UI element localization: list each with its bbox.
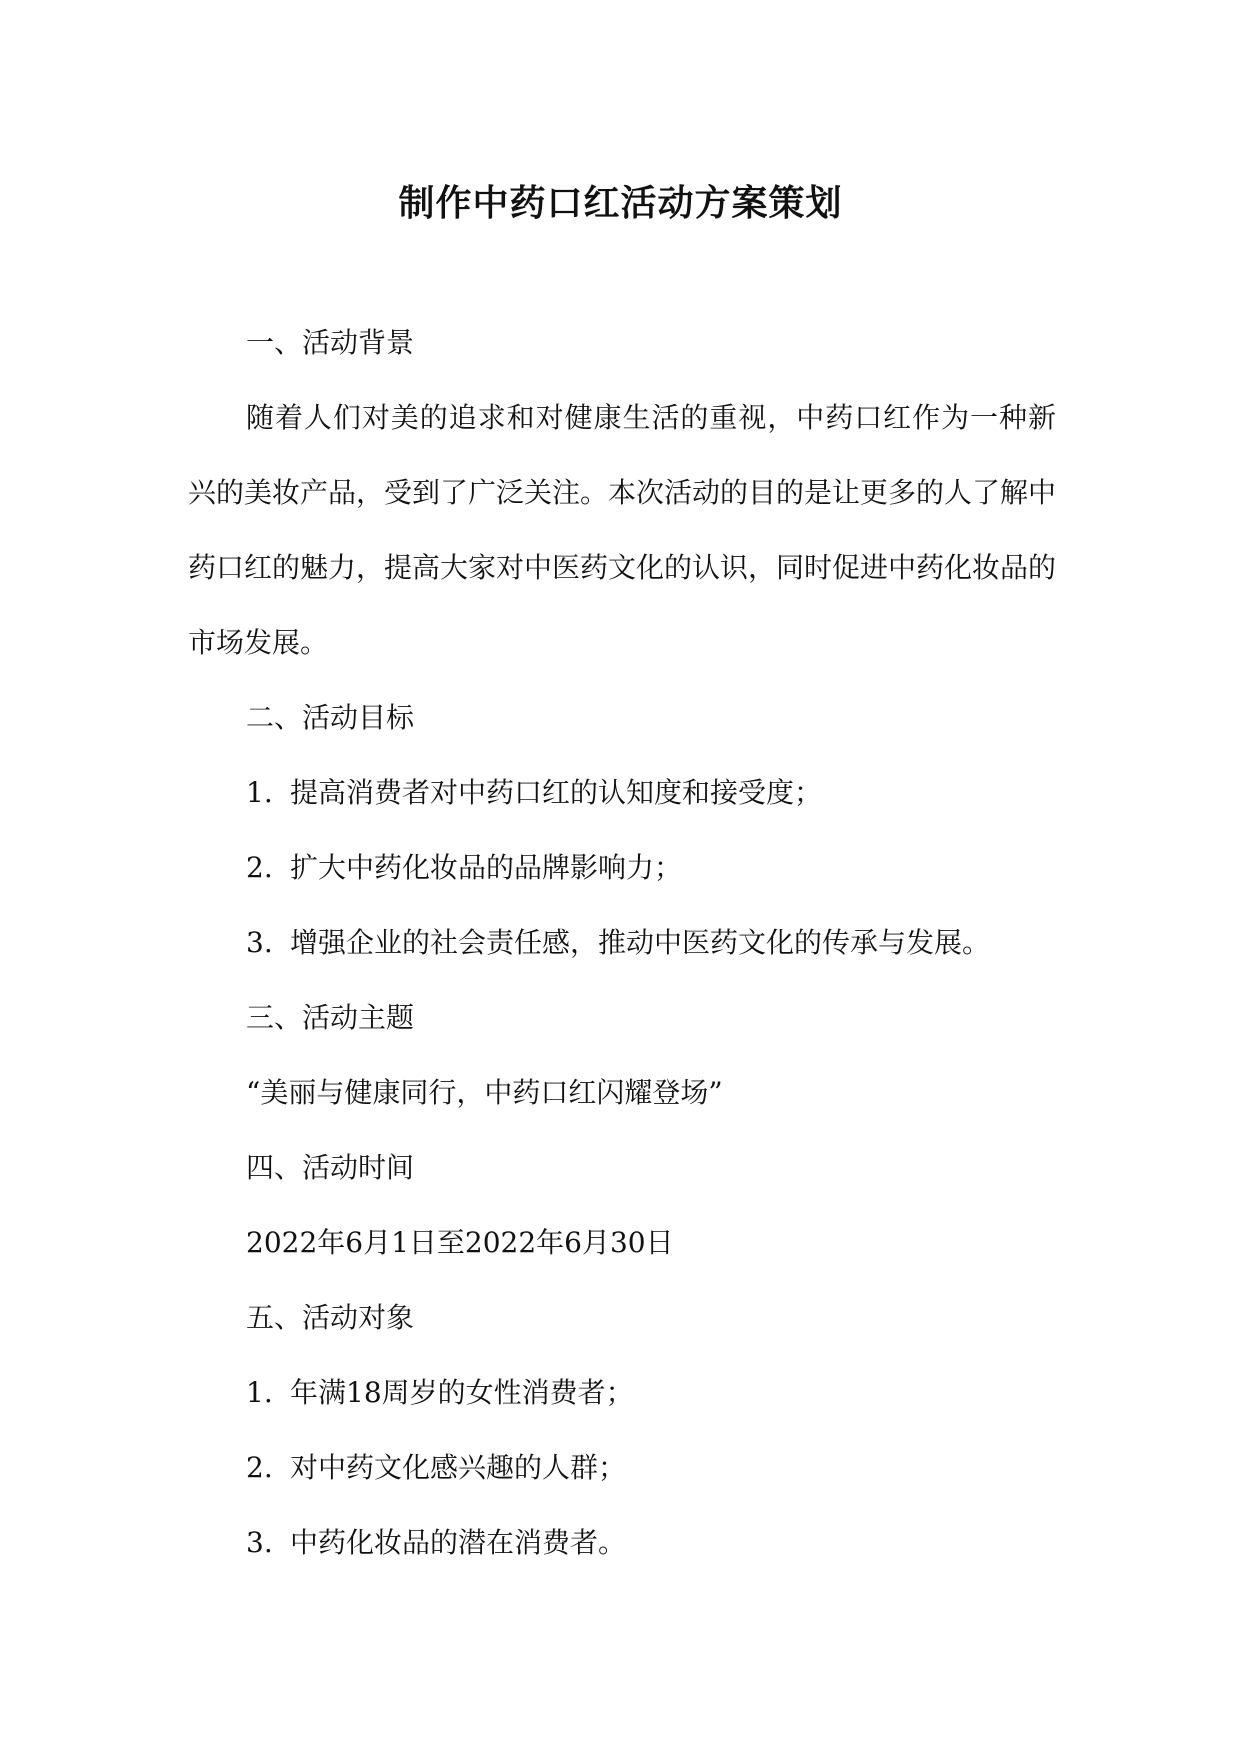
section-heading-theme: 三、活动主题 xyxy=(246,1001,415,1034)
time-text: 2022年6月1日至2022年6月30日 xyxy=(246,1226,674,1259)
list-item xyxy=(188,755,1056,830)
section-heading-audience: 五、活动对象 xyxy=(246,1301,415,1334)
list-item-number: 1. xyxy=(246,776,273,809)
section-heading-goals: 二、活动目标 xyxy=(246,701,415,734)
list-item-text: 对中药文化感兴趣的人群； xyxy=(290,1451,627,1484)
list-item-number: 1. xyxy=(246,1376,273,1409)
list-item xyxy=(188,905,1056,980)
list-item-number: 2. xyxy=(246,851,273,884)
list-item xyxy=(188,1355,1056,1430)
document-body xyxy=(188,305,1056,1580)
list-item xyxy=(188,1505,1056,1580)
document-title: 制作中药口红活动方案策划 xyxy=(398,183,843,224)
list-item xyxy=(188,1430,1056,1505)
list-item-text: 增强企业的社会责任感，推动中医药文化的传承与发展。 xyxy=(290,926,991,959)
background-paragraph: 随着人们对美的追求和对健康生活的重视，中药口红作为一种新兴的美妆产品，受到了广泛关注。本次活动的目的是让更多的人了解中药口红的魅力，提高大家对中医药文化的认识，同时促进中药化妆品的市场发展。 xyxy=(188,401,1057,659)
list-item-text: 扩大中药化妆品的品牌影响力； xyxy=(290,851,683,884)
list-item-number: 2. xyxy=(246,1451,273,1484)
list-item-number: 3. xyxy=(246,1526,273,1559)
theme-text: “美丽与健康同行，中药口红闪耀登场” xyxy=(246,1076,723,1109)
section-heading-time: 四、活动时间 xyxy=(246,1151,415,1184)
list-item-text: 提高消费者对中药口红的认知度和接受度； xyxy=(290,776,823,809)
list-item xyxy=(188,830,1056,905)
list-item-number: 3. xyxy=(246,926,273,959)
section-heading-background: 一、活动背景 xyxy=(246,326,415,359)
list-item-text: 中药化妆品的潜在消费者。 xyxy=(290,1526,627,1559)
list-item-text: 年满18周岁的女性消费者； xyxy=(290,1376,634,1409)
